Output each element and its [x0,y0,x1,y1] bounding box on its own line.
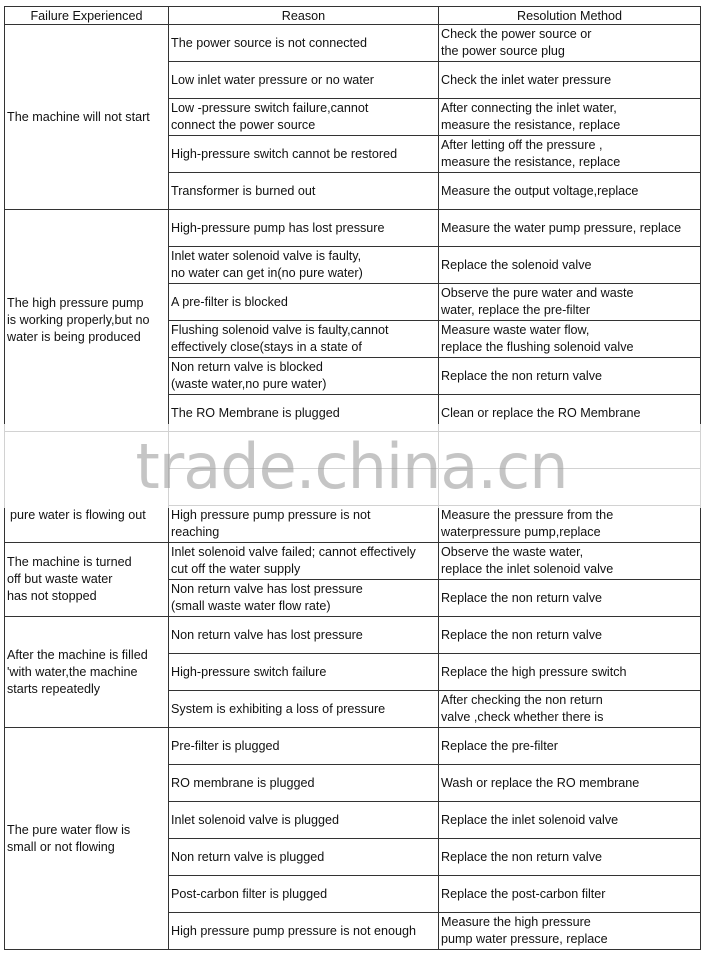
resolution-cell: Replace the non return valve [439,580,701,617]
reason-cell: Transformer is burned out [169,173,439,210]
reason-cell: High pressure pump pressure is not reaching [169,506,439,543]
resolution-cell: Measure the output voltage,replace [439,173,701,210]
reason-cell: High-pressure switch cannot be restored [169,136,439,173]
resolution-cell: Clean or replace the RO Membrane [439,395,701,432]
resolution-cell: After checking the non return valve ,check whether there is [439,691,701,728]
header-reason: Reason [169,7,439,25]
reason-cell: Low inlet water pressure or no water [169,62,439,99]
resolution-cell: Observe the waste water, replace the inlet solenoid valve [439,543,701,580]
reason-cell: The power source is not connected [169,25,439,62]
resolution-cell: Measure the water pump pressure, replace [439,210,701,247]
resolution-cell: Replace the non return valve [439,358,701,395]
resolution-cell: Replace the non return valve [439,617,701,654]
reason-cell: Flushing solenoid valve is faulty,cannot effectively close(stays in a state of [169,321,439,358]
failure-text: pure water is flowing out [10,508,146,522]
resolution-cell: Measure the high pressure pump water pressure, replace [439,913,701,950]
reason-cell: High pressure pump pressure is not enough [169,913,439,950]
table-row [5,728,701,765]
header-row [5,7,701,25]
table-row [5,210,701,247]
reason-cell: Low -pressure switch failure,cannot connect the power source [169,99,439,136]
resolution-cell: Replace the non return valve [439,839,701,876]
watermark-text: trade.china.cn [135,430,568,503]
resolution-cell: Measure waste water flow, replace the flushing solenoid valve [439,321,701,358]
resolution-cell: After connecting the inlet water, measure the resistance, replace [439,99,701,136]
reason-cell: Non return valve has lost pressure (small waste water flow rate) [169,580,439,617]
reason-cell: Non return valve is plugged [169,839,439,876]
resolution-cell: Check the power source or the power source plug [439,25,701,62]
resolution-cell: Replace the high pressure switch [439,654,701,691]
reason-cell: System is exhibiting a loss of pressure [169,691,439,728]
table-row [5,617,701,654]
resolution-cell: Wash or replace the RO membrane [439,765,701,802]
resolution-cell: Measure the pressure from the waterpressure pump,replace [439,506,701,543]
resolution-cell: Observe the pure water and waste water, replace the pre-filter [439,284,701,321]
reason-cell: The RO Membrane is plugged [169,395,439,432]
header-failure: Failure Experienced [5,7,169,25]
failure-cell: After the machine is filled 'with water,the machine starts repeatedly [5,617,169,728]
resolution-cell: Replace the inlet solenoid valve [439,802,701,839]
header-resolution: Resolution Method [439,7,701,25]
resolution-cell: Check the inlet water pressure [439,62,701,99]
reason-cell: Inlet water solenoid valve is faulty, no water can get in(no pure water) [169,247,439,284]
table-row [5,25,701,62]
reason-cell: Inlet solenoid valve failed; cannot effectively cut off the water supply [169,543,439,580]
failure-cell: The machine is turned off but waste water has not stopped [5,543,169,617]
failure-cell: The pure water flow is small or not flowing [5,728,169,950]
reason-cell: High-pressure pump has lost pressure [169,210,439,247]
reason-cell: A pre-filter is blocked [169,284,439,321]
reason-cell: Non return valve has lost pressure [169,617,439,654]
reason-cell: RO membrane is plugged [169,765,439,802]
table-row [5,543,701,580]
resolution-cell: After letting off the pressure , measure the resistance, replace [439,136,701,173]
reason-cell: Inlet solenoid valve is plugged [169,802,439,839]
resolution-cell: Replace the solenoid valve [439,247,701,284]
reason-cell: Post-carbon filter is plugged [169,876,439,913]
failure-cell: The machine will not start [5,25,169,210]
reason-cell: Non return valve is blocked (waste water,no pure water) [169,358,439,395]
reason-cell: High-pressure switch failure [169,654,439,691]
resolution-cell: Replace the pre-filter [439,728,701,765]
resolution-cell: Replace the post-carbon filter [439,876,701,913]
failure-cell: The high pressure pump is working properly,but no water is being produced [5,210,169,432]
reason-cell: Pre-filter is plugged [169,728,439,765]
